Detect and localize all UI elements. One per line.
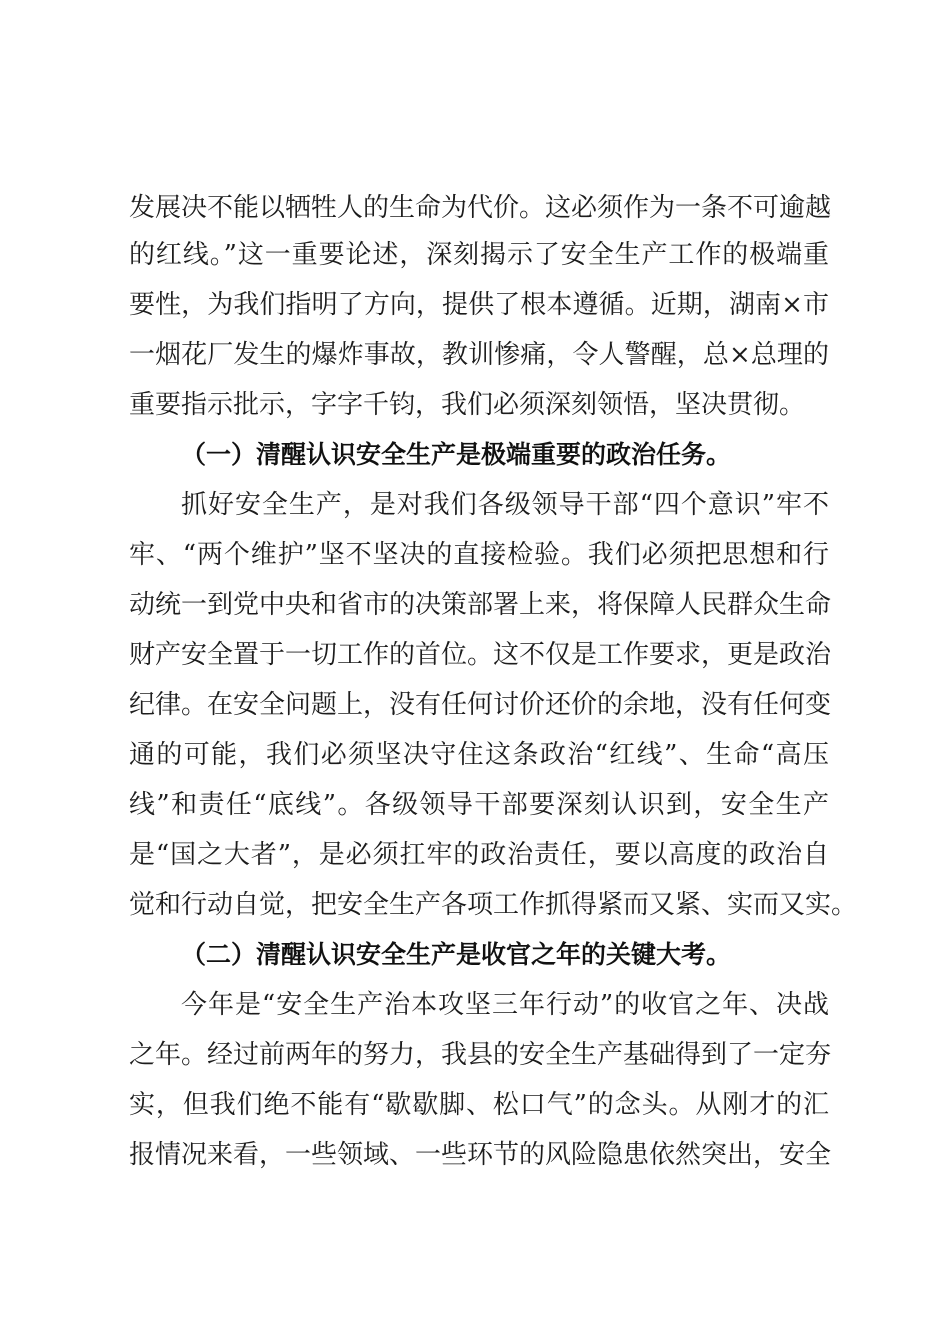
paragraph-line: 线”和责任“底线”。各级领导干部要深刻认识到，安全生产 xyxy=(129,790,829,820)
paragraph-line: 今年是“安全生产治本攻坚三年行动”的收官之年、决战 xyxy=(181,990,829,1020)
paragraph-line: 一烟花厂发生的爆炸事故，教训惨痛，令人警醒，总×总理的 xyxy=(129,340,829,370)
paragraph-line: 通的可能，我们必须坚决守住这条政治“红线”、生命“高压 xyxy=(129,740,829,770)
paragraph-line: 动统一到党中央和省市的决策部署上来，将保障人民群众生命 xyxy=(129,590,832,620)
paragraph-line: 报情况来看，一些领域、一些环节的风险隐患依然突出，安全 xyxy=(129,1140,832,1170)
paragraph-line: 重要指示批示，字字千钧，我们必须深刻领悟，坚决贯彻。 xyxy=(129,390,806,420)
section-heading-2: （二）清醒认识安全生产是收官之年的关键大考。 xyxy=(181,940,732,969)
paragraph-line: 要性，为我们指明了方向，提供了根本遵循。近期，湖南×市 xyxy=(129,290,829,320)
paragraph-line: 的红线。”这一重要论述，深刻揭示了安全生产工作的极端重 xyxy=(129,240,829,270)
paragraph-line: 是“国之大者”，是必须扛牢的政治责任，要以高度的政治自 xyxy=(129,840,829,870)
paragraph-line: 财产安全置于一切工作的首位。这不仅是工作要求，更是政治 xyxy=(129,640,832,670)
paragraph-line: 纪律。在安全问题上，没有任何讨价还价的余地，没有任何变 xyxy=(129,690,832,720)
paragraph-line: 抓好安全生产，是对我们各级领导干部“四个意识”牢不 xyxy=(181,490,829,520)
section-heading-1: （一）清醒认识安全生产是极端重要的政治任务。 xyxy=(181,440,732,469)
paragraph-line: 牢、“两个维护”坚不坚决的直接检验。我们必须把思想和行 xyxy=(129,540,829,570)
paragraph-line: 实，但我们绝不能有“歇歇脚、松口气”的念头。从刚才的汇 xyxy=(129,1090,829,1120)
paragraph-line: 觉和行动自觉，把安全生产各项工作抓得紧而又紧、实而又实。 xyxy=(129,890,858,920)
paragraph-line: 之年。经过前两年的努力，我县的安全生产基础得到了一定夯 xyxy=(129,1040,832,1070)
paragraph-line: 发展决不能以牺牲人的生命为代价。这必须作为一条不可逾越 xyxy=(129,193,832,223)
